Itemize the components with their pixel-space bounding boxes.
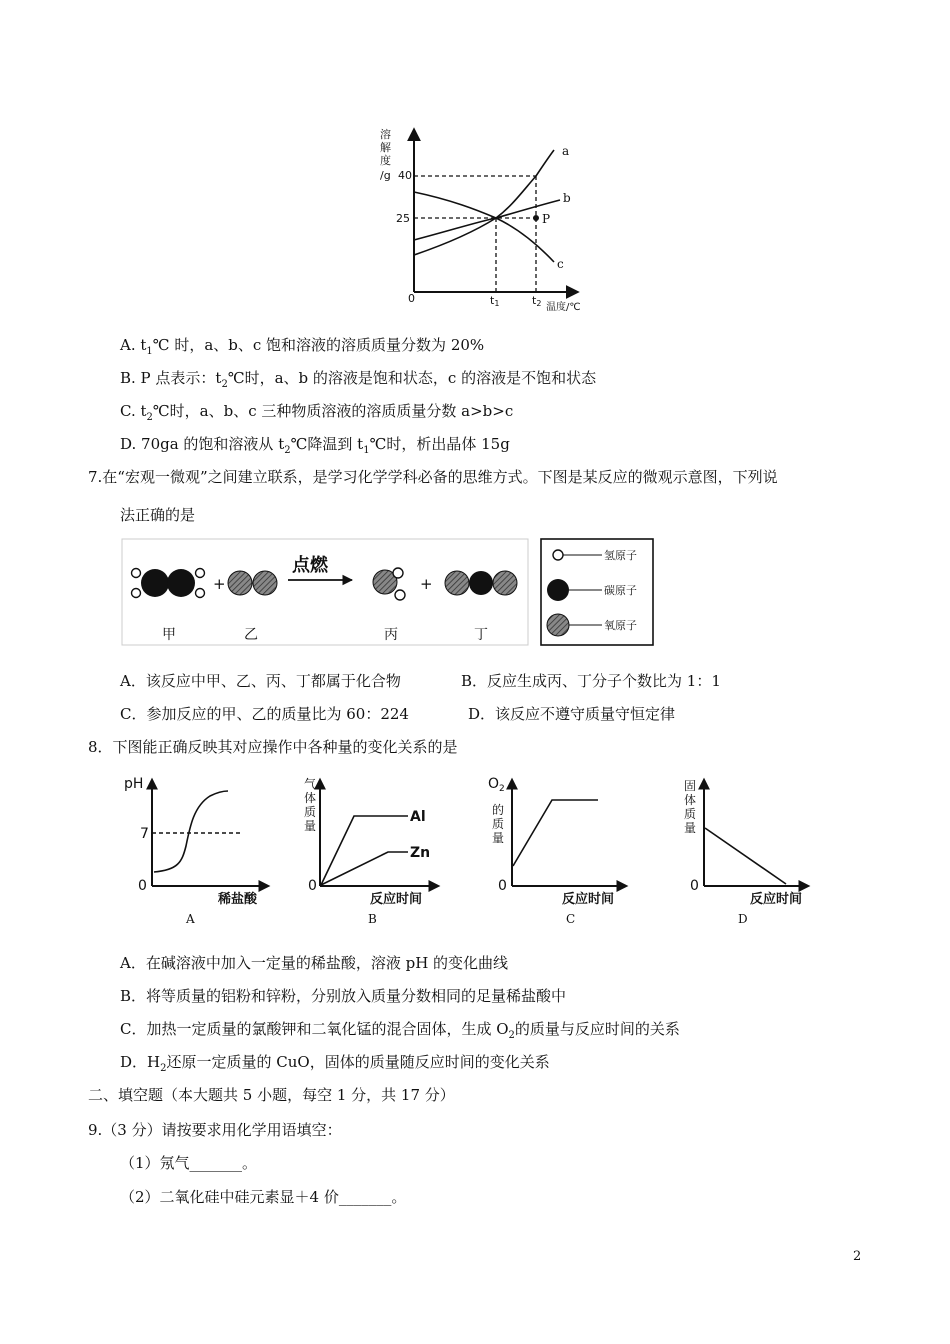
svg-text:固: 固	[684, 779, 697, 793]
page-number: 2	[853, 1249, 862, 1264]
y-label-char: /g	[380, 169, 391, 182]
solubility-graph	[372, 122, 604, 317]
origin-label: 0	[408, 292, 415, 305]
q7-stem-line1: 7.在“宏观一微观”之间建立联系，是学习化学学科必备的思维方式。下图是某反应的微观示意图，下列说	[88, 468, 778, 486]
svg-text:的: 的	[492, 803, 505, 817]
graph-b	[304, 776, 438, 926]
q9-item-2: （2）二氧化硅中硅元素显＋4 价_______。	[120, 1188, 407, 1206]
q6-option-c: C. $t_2℃$时，a、b、c 三种物质溶液的溶质质量分数 a>b>c	[120, 402, 514, 423]
molecule-bing	[373, 568, 405, 600]
svg-text:反应时间: 反应时间	[370, 892, 423, 907]
graph-c	[488, 776, 626, 926]
section-heading: 二、填空题（本大题共 5 小题，每空 1 分，共 17 分）	[88, 1086, 455, 1104]
q7-option-c: C．参加反应的甲、乙的质量比为 60：224	[120, 705, 409, 723]
ph-curve	[154, 791, 228, 872]
q7-option-a: A．该反应中甲、乙、丙、丁都属于化合物	[120, 672, 401, 690]
curve-a	[414, 150, 554, 255]
svg-text:体: 体	[304, 791, 317, 805]
y-tick-25: 25	[396, 212, 410, 225]
svg-text:反应时间: 反应时间	[562, 892, 615, 907]
reaction-diagram	[120, 533, 660, 653]
svg-text:Al: Al	[410, 809, 426, 825]
plus-sign: +	[213, 575, 226, 593]
q8-graphs	[118, 766, 820, 928]
q6-option-b: B. P 点表示：$t_2℃$时，a、b 的溶液是饱和状态，c 的溶液是不饱和状态	[120, 369, 597, 390]
svg-text:D: D	[738, 912, 748, 926]
graph-d	[684, 779, 808, 926]
o2-line	[513, 800, 598, 866]
molecule-ding	[445, 571, 517, 595]
curve-c	[414, 192, 554, 262]
legend-hydrogen: 氢原子	[604, 549, 637, 562]
label-ding: 丁	[474, 627, 488, 643]
svg-text:质: 质	[492, 817, 505, 831]
x-label: 温度/℃	[546, 302, 581, 313]
q8-option-a: A．在碱溶液中加入一定量的稀盐酸，溶液 pH 的变化曲线	[120, 954, 509, 972]
q8-option-b: B．将等质量的铝粉和锌粉，分别放入质量分数相同的足量稀盐酸中	[120, 987, 567, 1005]
label-bing: 丙	[384, 627, 398, 643]
molecule-jia	[132, 569, 205, 598]
legend-oxygen: 氧原子	[604, 619, 637, 632]
graph-a	[124, 776, 268, 926]
svg-text:量: 量	[304, 819, 317, 833]
svg-text:Zn: Zn	[410, 845, 431, 861]
svg-text:pH: pH	[124, 776, 144, 792]
legend-carbon: 碳原子	[604, 584, 637, 597]
svg-text:0: 0	[690, 878, 699, 894]
q8-stem: 8．下图能正确反映其对应操作中各种量的变化关系的是	[88, 738, 458, 756]
label-yi: 乙	[244, 627, 258, 643]
y-label-char: 解	[380, 141, 391, 154]
curve-label-a: a	[562, 144, 570, 158]
svg-text:体: 体	[684, 793, 697, 807]
y-tick-40: 40	[398, 169, 412, 182]
svg-text:气: 气	[304, 777, 317, 791]
x-tick-t1: t1	[490, 294, 500, 308]
q8-option-d: D．$H_2$还原一定质量的 CuO，固体的质量随反应时间的变化关系	[120, 1053, 550, 1074]
al-line	[321, 816, 408, 885]
svg-text:0: 0	[498, 878, 507, 894]
svg-text:质: 质	[684, 807, 697, 821]
legend-box	[541, 539, 653, 645]
point-label-p: P	[542, 212, 551, 226]
svg-text:O2: $O_2$	[488, 776, 505, 794]
svg-text:0: 0	[308, 878, 317, 894]
x-tick-t2: t2	[532, 294, 542, 308]
q9-stem: 9.（3 分）请按要求用化学用语填空：	[88, 1121, 342, 1139]
svg-text:反应时间: 反应时间	[750, 892, 803, 907]
plus-sign: +	[420, 575, 433, 593]
y-label-char: 度	[380, 154, 391, 167]
svg-text:C: C	[566, 912, 576, 926]
point-p	[533, 215, 539, 221]
label-jia: 甲	[162, 627, 176, 643]
y-label-char: 溶	[380, 128, 391, 141]
q7-stem-line2: 法正确的是	[120, 506, 196, 524]
arrow-label: 点燃	[292, 555, 328, 576]
svg-text:0: 0	[138, 878, 147, 894]
svg-text:B: B	[368, 912, 377, 926]
svg-text:量: 量	[492, 831, 505, 845]
q7-option-b: B．反应生成丙、丁分子个数比为 1：1	[461, 672, 721, 690]
svg-text:稀盐酸: 稀盐酸	[218, 892, 258, 907]
svg-text:A: A	[186, 912, 195, 926]
curve-label-b: b	[563, 191, 571, 205]
solid-mass-line	[705, 828, 786, 884]
q8-option-c: C．加热一定质量的氯酸钾和二氧化锰的混合固体，生成 $O_2$的质量与反应时间的关系	[120, 1020, 680, 1041]
q6-option-a: A. $t_1℃$ 时，a、b、c 饱和溶液的溶质质量分数为 20%	[120, 336, 485, 357]
q6-option-d: D. 70ga 的饱和溶液从 $t_2℃$降温到 $t_1℃$时，析出晶体 15g	[120, 435, 510, 456]
q7-option-d: D．该反应不遵守质量守恒定律	[468, 705, 676, 723]
svg-text:量: 量	[684, 821, 697, 835]
svg-text:质: 质	[304, 805, 317, 819]
q9-item-1: （1）氖气_______。	[120, 1154, 258, 1172]
molecule-yi	[228, 571, 277, 595]
svg-text:7: 7	[140, 826, 149, 842]
curve-label-c: c	[557, 257, 564, 271]
